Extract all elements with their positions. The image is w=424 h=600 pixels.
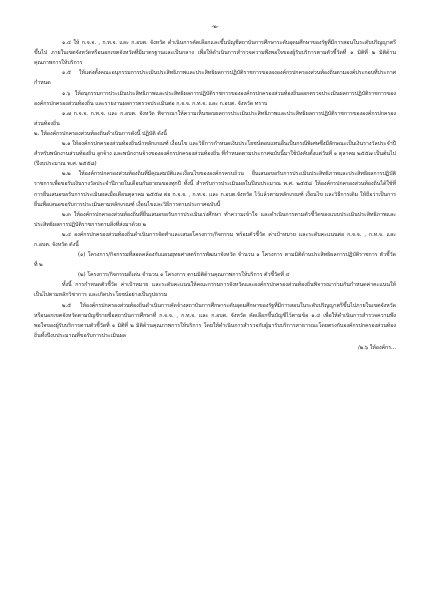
paragraph-1-6: ๑.๖ ให้อนุกรรมการประเมินประสิทธิภาพและประสิทธิผลการปฏิบัติราชการขององค์กรปกครองส่วนท้องถิ่นออกตรวจประเมินผลการปฏิบัติราชการขององค์กรปกครองส่วนท้องถิ่น และรายงานผลการตรวจประเมินต่อ ก.จ.จ. ก.ท.จ. และ ก.อบต. จังหวัด ทราบ xyxy=(34,90,396,107)
paragraph-note: ทั้งนี้ การกำหนดตัวชี้วัด ค่าเป้าหมาย และระดับคะแนนให้คณะกรรมการจังหวัดและองค์กรปกครองส่วนท้องถิ่นพิจารณาร่วมกันกำหนดค่าคะแนนให้เป็นไปตามหลักวิชาการ และเกิดประโยชน์อย่างเป็นรูปธรรม xyxy=(34,282,396,299)
paragraph-2-heading: ๒. ให้องค์กรปกครองส่วนท้องถิ่นดำเนินการดังนี้ ปฏิบัติ ดังนี้ xyxy=(34,130,167,137)
continuation-marker: /๒.๖ ให้องค์กร... xyxy=(357,344,396,351)
paragraph-2-2: ๒.๒ ให้องค์กรปกครองส่วนท้องถิ่นที่มีคุณสมบัติและเงื่อนไขขององค์กรครบถ้วน ยื่นเสนอขอรับการประเมินประสิทธิภาพและประสิทธิผลการปฏิบัติราชการเพื่อขอรับเงินรางวัลประจำปีภายในเดือนกันยายนของทุกปี ทั้งนี้ สำหรับการประเมินผลในปีงบประมาณ พ.ศ. ๒๕๕๘ ให้องค์กรปกครองส่วนท้องถิ่นได้ใช้ที่การยื่นเสนอขอรับการประเมินผลเมื่อเดือนตุลาคม ๒๕๕๗ ต่อ ก.จ.จ. , ก.ท.จ. และ ก.อบต.จังหวัด ไว้แล้วตามหลักเกณฑ์ เงื่อนไข และวิธีการเดิม ให้ถือว่าเป็นการยื่นเพื่อเสนอขอรับการประเมินตามหลักเกณฑ์ เงื่อนไขและวิธีการตามประกาศฉบับนี้ xyxy=(34,171,396,208)
paragraph-2-4-item-1: (๑) โครงการ/กิจกรรมที่สอดคล้องกับแผนยุทธศาสตร์การพัฒนาจังหวัด จำนวน ๑ โครงการ ตามมิติด้านประสิทธิผลการปฏิบัติราชการ ตัวชี้วัดที่ ๒ xyxy=(34,252,396,269)
paragraph-1-5: ๑.๕ ให้แต่งตั้งคณะอนุกรรมการประเมินประสิทธิภาพและประสิทธิผลการปฏิบัติราชการของององค์กรปกครองส่วนท้องถิ่นตามองค์ประกอบที่ประกาศกำหนด xyxy=(34,70,396,87)
paragraph-1-4: ๑.๔ ให้ ก.จ.จ. , ก.ท.จ. และ ก.อบต. จังหวัด ดำเนินการคัดเลือกและขึ้นบัญชีสถาบันการศึกษาระดับอุดมศึกษาของรัฐที่มีการสอนในระดับปริญญาตรีขึ้นไป ภายในเขตจังหวัดหรือนอกเขตจังหวัดที่มีมาตรฐานและเป็นกลาง เพื่อให้ดำเนินการสำรวจความพึงพอใจของผู้รับบริการตามตัวชี้วัดที่ ๑ มิติที่ ๒ มิติด้านคุณภาพการให้บริการ xyxy=(34,40,396,67)
document-page xyxy=(34,22,396,353)
paragraph-1-7: ๑.๗ ก.จ.จ. ก.ท.จ. และ ก.อบต. จังหวัด พิจารณาให้ความเห็นชอบผลการประเมินประสิทธิภาพและประสิทธิผลการปฏิบัติราชการขององค์กรปกครองส่วนท้องถิ่น xyxy=(34,110,396,127)
paragraph-2-3: ๒.๓ ให้องค์กรปกครองส่วนท้องถิ่นที่ยื่นเสนอขอรับการประเมินเร่งศึกษา ทำความเข้าใจ และดำเนินการตามตัวชี้วัดของแบบประเมินประสิทธิภาพและประสิทธิผลการปฏิบัติราชการตามสิ่งที่ส่งมาด้วย ๒ xyxy=(34,211,396,228)
paragraph-2-5: ๒.๕ ให้องค์กรปกครองส่วนท้องถิ่นดำเนินการคัดจ้างสถาบันการศึกษาระดับอุดมศึกษาของรัฐที่มีการสอนในระดับปริญญาตรีขึ้นไปภายในเขตจังหวัดหรือนอกเขตจังหวัดตามบัญชีรายชื่อสถาบันการศึกษาที่ ก.จ.จ. , ก.ท.จ. และ ก.อบต. จังหวัด คัดเลือกขึ้นบัญชีไว้ตามข้อ ๑.๔ เพื่อให้ดำเนินการสำรวจความพึงพอใจของผู้รับบริการตามตัวชี้วัดที่ ๑ มิติที่ ๒ มิติด้านคุณภาพการให้บริการ โดยให้ดำเนินการสำรวจกับผู้มารับบริการสาธารณะโดยตรงกับองค์กรปกครองส่วนท้องถิ่นทั้งปีงบประมาณที่ขอรับการประเมินผล xyxy=(34,302,396,339)
paragraph-2-1: ๒.๑ ให้องค์กรปกครองส่วนท้องถิ่นนำหลักเกณฑ์ เงื่อนไข และวิธีการกำหนดเงินประโยชน์ตอบแทนอื่นเป็นกรณีพิเศษซึ่งมีลักษณะเป็นเงินรางวัลประจำปีสำหรับพนักงานส่วนท้องถิ่น ลูกจ้าง และพนักงานจ้างขององค์กรปกครองส่วนท้องถิ่น ที่กำหนดตามประกาศฉบับนี้มาใช้บังคับตั้งแต่วันที่ ๑ ตุลาคม ๒๕๕๗ เป็นต้นไป (ปีงบประมาณ พ.ศ. ๒๕๕๘) xyxy=(34,141,396,168)
page-number: -๒- xyxy=(211,24,219,30)
paragraph-2-4-item-2: (๒) โครงการ/กิจกรรมดีเด่น จำนวน ๑ โครงการ ตามมิติด้านคุณภาพการให้บริการ ตัวชี้วัดที่ ๔ xyxy=(78,272,290,279)
paragraph-2-4: ๒.๔ องค์กรปกครองส่วนท้องถิ่นดำเนินการจัดทำและเสนอโครงการ/กิจกรรม พร้อมตัวชี้วัด ค่าเป้าหมาย และระดับคะแนนต่อ ก.จ.จ. , ก.ท.จ. และ ก.อบต. จังหวัด ดังนี้ xyxy=(34,231,396,248)
